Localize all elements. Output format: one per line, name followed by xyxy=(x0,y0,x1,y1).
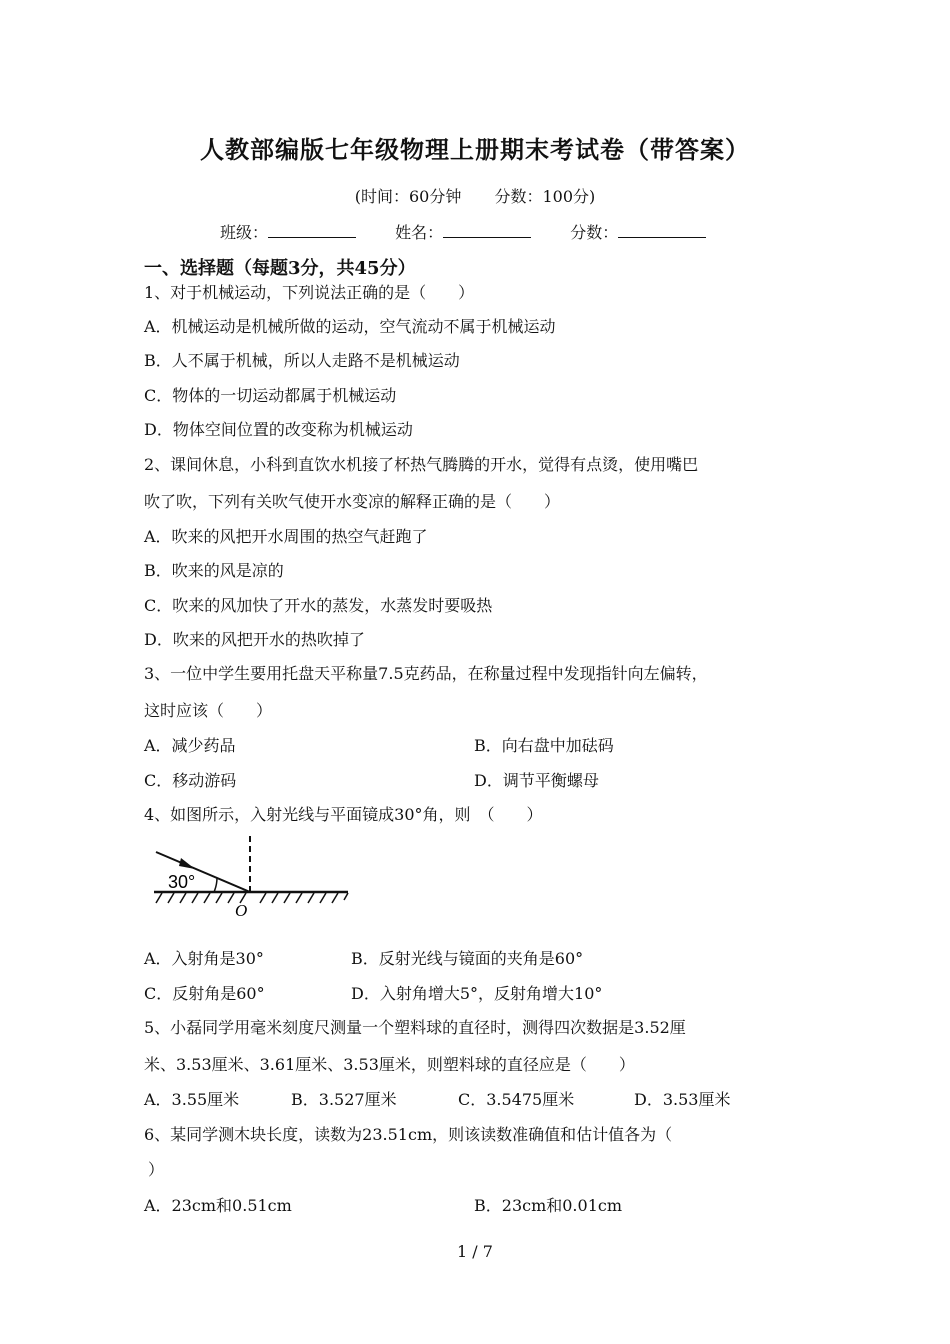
q5-option-d: D．3.53厘米 xyxy=(634,1090,731,1109)
q3-option-c: C．移动游码 xyxy=(144,771,237,790)
class-field[interactable] xyxy=(220,220,356,243)
page-title: 人教部编版七年级物理上册期末考试卷（带答案） xyxy=(200,135,750,164)
name-blank[interactable] xyxy=(443,223,531,238)
incident-ray-arrow xyxy=(179,858,195,869)
q1-option-a: A．机械运动是机械所做的运动，空气流动不属于机械运动 xyxy=(144,317,556,336)
mirror-hatching xyxy=(156,893,348,903)
q6-stem-line2: ） xyxy=(148,1160,165,1179)
class-label: 班级： xyxy=(220,223,269,242)
score-blank[interactable] xyxy=(618,223,706,238)
exam-score-total: 分数：100分) xyxy=(494,187,596,206)
q2-option-b: B．吹来的风是凉的 xyxy=(144,561,284,580)
exam-time: (时间：60分钟 xyxy=(354,187,462,206)
page-number: 1 / 7 xyxy=(457,1242,493,1261)
score-label: 分数： xyxy=(570,223,619,242)
q1-option-b: B．人不属于机械，所以人走路不是机械运动 xyxy=(144,351,460,370)
q3-stem-line2: 这时应该（ ） xyxy=(144,701,273,720)
q3-option-d: D．调节平衡螺母 xyxy=(474,771,599,790)
q5-stem-line1: 5、小磊同学用毫米刻度尺测量一个塑料球的直径时，测得四次数据是3.52厘 xyxy=(144,1018,686,1037)
class-blank[interactable] xyxy=(268,223,356,238)
q4-option-b: B．反射光线与镜面的夹角是60° xyxy=(351,949,584,968)
section-heading: 一、选择题（每题3分，共45分） xyxy=(144,258,416,279)
point-o-label: O xyxy=(235,901,248,920)
student-fields xyxy=(220,220,740,243)
q5-option-a: A．3.55厘米 xyxy=(144,1090,240,1109)
q1-stem: 1、对于机械运动，下列说法正确的是（ ） xyxy=(144,283,475,302)
name-label: 姓名： xyxy=(395,223,444,242)
q6-option-a: A．23cm和0.51cm xyxy=(144,1196,292,1215)
q4-stem: 4、如图所示，入射光线与平面镜成30°角，则 （ ） xyxy=(144,805,543,824)
q3-stem-line1: 3、一位中学生要用托盘天平称量7.5克药品，在称量过程中发现指针向左偏转， xyxy=(144,664,708,683)
q2-stem-line2: 吹了吹，下列有关吹气使开水变凉的解释正确的是（ ） xyxy=(144,492,561,511)
q4-option-d: D．入射角增大5°，反射角增大10° xyxy=(351,984,603,1003)
q2-option-a: A．吹来的风把开水周围的热空气赶跑了 xyxy=(144,527,428,546)
q1-option-c: C．物体的一切运动都属于机械运动 xyxy=(144,386,397,405)
score-field[interactable] xyxy=(570,220,706,243)
q2-stem-line1: 2、课间休息，小科到直饮水机接了杯热气腾腾的开水，觉得有点烫，使用嘴巴 xyxy=(144,455,699,474)
angle-arc xyxy=(214,878,217,892)
angle-label: 30° xyxy=(168,872,196,892)
q6-stem-line1: 6、某同学测木块长度，读数为23.51cm，则该读数准确值和估计值各为（ xyxy=(144,1125,673,1144)
q4-option-a: A．入射角是30° xyxy=(144,949,264,968)
q3-option-a: A．减少药品 xyxy=(144,736,236,755)
mirror-reflection-diagram xyxy=(148,836,353,920)
q2-option-d: D．吹来的风把开水的热吹掉了 xyxy=(144,630,365,649)
q1-option-d: D．物体空间位置的改变称为机械运动 xyxy=(144,420,413,439)
q3-option-b: B．向右盘中加砝码 xyxy=(474,736,614,755)
q5-option-c: C．3.5475厘米 xyxy=(458,1090,575,1109)
q4-option-c: C．反射角是60° xyxy=(144,984,265,1003)
q5-stem-line2: 米、3.53厘米、3.61厘米、3.53厘米，则塑料球的直径应是（ ） xyxy=(144,1055,635,1074)
q2-option-c: C．吹来的风加快了开水的蒸发，水蒸发时要吸热 xyxy=(144,596,493,615)
exam-meta xyxy=(0,184,950,207)
q6-option-b: B．23cm和0.01cm xyxy=(474,1196,623,1215)
name-field[interactable] xyxy=(395,220,531,243)
q5-option-b: B．3.527厘米 xyxy=(291,1090,397,1109)
